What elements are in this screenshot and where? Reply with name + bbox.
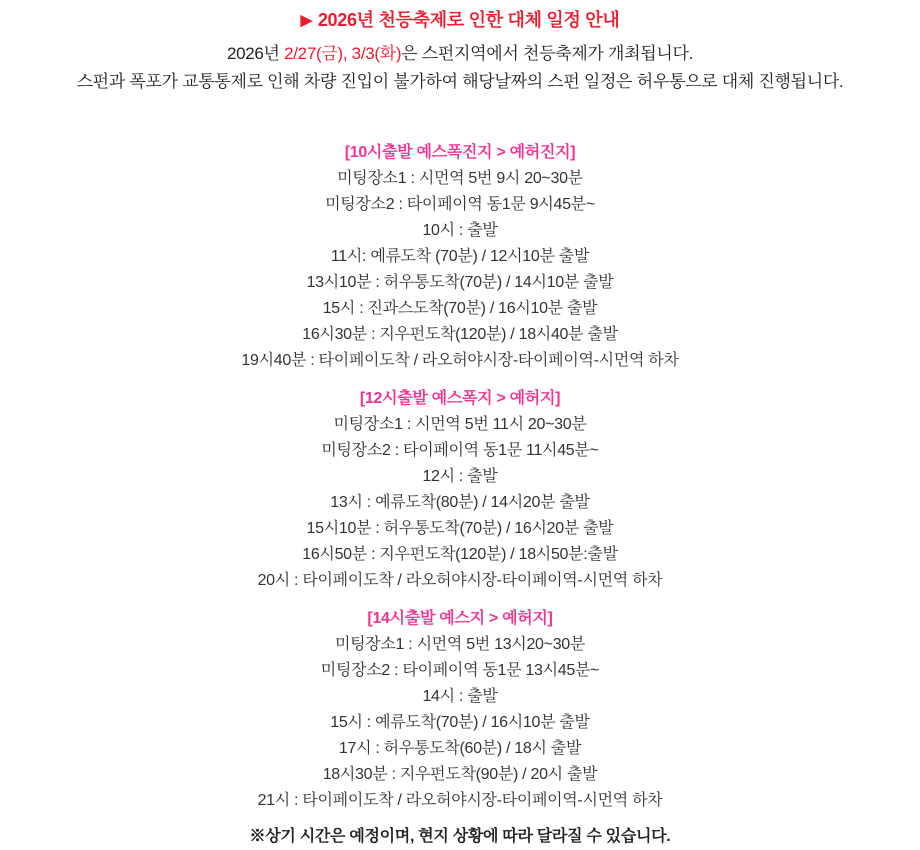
schedule-line: 미팅장소1 : 시먼역 5번 13시20~30분 (334, 636, 586, 653)
schedule-line: 미팅장소1 : 시먼역 5번 11시 20~30분 (333, 416, 587, 433)
schedule-line: 15시 : 예류도착(70분) / 16시10분 출발 (330, 714, 590, 731)
triangle-bullet-icon: ▶ (300, 12, 312, 29)
section-header: [12시출발 예스폭지 > 예허지] (359, 390, 561, 407)
schedule-section-12 (0, 386, 920, 594)
schedule-line: 13시 : 예류도착(80분) / 14시20분 출발 (330, 494, 590, 511)
schedule-line: 20시 : 타이페이도착 / 라오허야시장-타이페이역-시먼역 하차 (257, 572, 663, 589)
intro-dates-highlight: 2/27(금), 3/3(화) (284, 44, 402, 63)
intro-prefix: 2026년 (226, 44, 285, 63)
schedule-line: 18시30분 : 지우펀도착(90분) / 20시 출발 (322, 766, 598, 783)
schedule-line: 19시40분 : 타이페이도착 / 라오허야시장-타이페이역-시먼역 하차 (241, 352, 679, 369)
section-header: [14시출발 예스지 > 예허지] (367, 610, 553, 627)
schedule-line: 10시 : 출발 (422, 222, 498, 239)
schedule-line: 11시: 예류도착 (70분) / 12시10분 출발 (330, 248, 590, 265)
schedule-line: 미팅장소2 : 타이페이역 동1문 11시45분~ (321, 442, 599, 459)
schedule-line: 12시 : 출발 (422, 468, 498, 485)
schedule-line: 미팅장소2 : 타이페이역 동1문 9시45분~ (325, 196, 595, 213)
schedule-line: 16시30분 : 지우펀도착(120분) / 18시40분 출발 (302, 326, 618, 343)
schedule-line: 15시 : 진과스도착(70분) / 16시10분 출발 (322, 300, 598, 317)
page-title-text: 2026년 천등축제로 인한 대체 일정 안내 (317, 10, 620, 30)
schedule-line: 미팅장소2 : 타이페이역 동1문 13시45분~ (320, 662, 600, 679)
intro-suffix: 은 스펀지역에서 천등축제가 개최됩니다. (401, 44, 694, 63)
schedule-line: 16시50분 : 지우펀도착(120분) / 18시50분:출발 (302, 546, 618, 563)
schedule-line: 14시 : 출발 (422, 688, 498, 705)
footer-disclaimer: ※상기 시간은 예정이며, 현지 상황에 따라 달라질 수 있습니다. (249, 828, 671, 845)
intro-line-detour: 스펀과 폭포가 교통통제로 인해 차량 진입이 불가하여 해당날짜의 스펀 일정은 허우통으로 대체 진행됩니다. (76, 72, 844, 91)
intro-line-festival (0, 40, 920, 68)
section-header: [10시출발 예스폭진지 > 예허진지] (344, 144, 576, 161)
schedule-section-14 (0, 606, 920, 814)
schedule-line: 미팅장소1 : 시먼역 5번 9시 20~30분 (337, 170, 583, 187)
schedule-section-10 (0, 140, 920, 374)
schedule-line: 13시10분 : 허우통도착(70분) / 14시10분 출발 (306, 274, 614, 291)
schedule-line: 15시10분 : 허우통도착(70분) / 16시20분 출발 (306, 520, 614, 537)
page-title (0, 8, 920, 34)
schedule-line: 17시 : 허우통도착(60분) / 18시 출발 (338, 740, 582, 757)
schedule-line: 21시 : 타이페이도착 / 라오허야시장-타이페이역-시먼역 하차 (257, 792, 663, 809)
